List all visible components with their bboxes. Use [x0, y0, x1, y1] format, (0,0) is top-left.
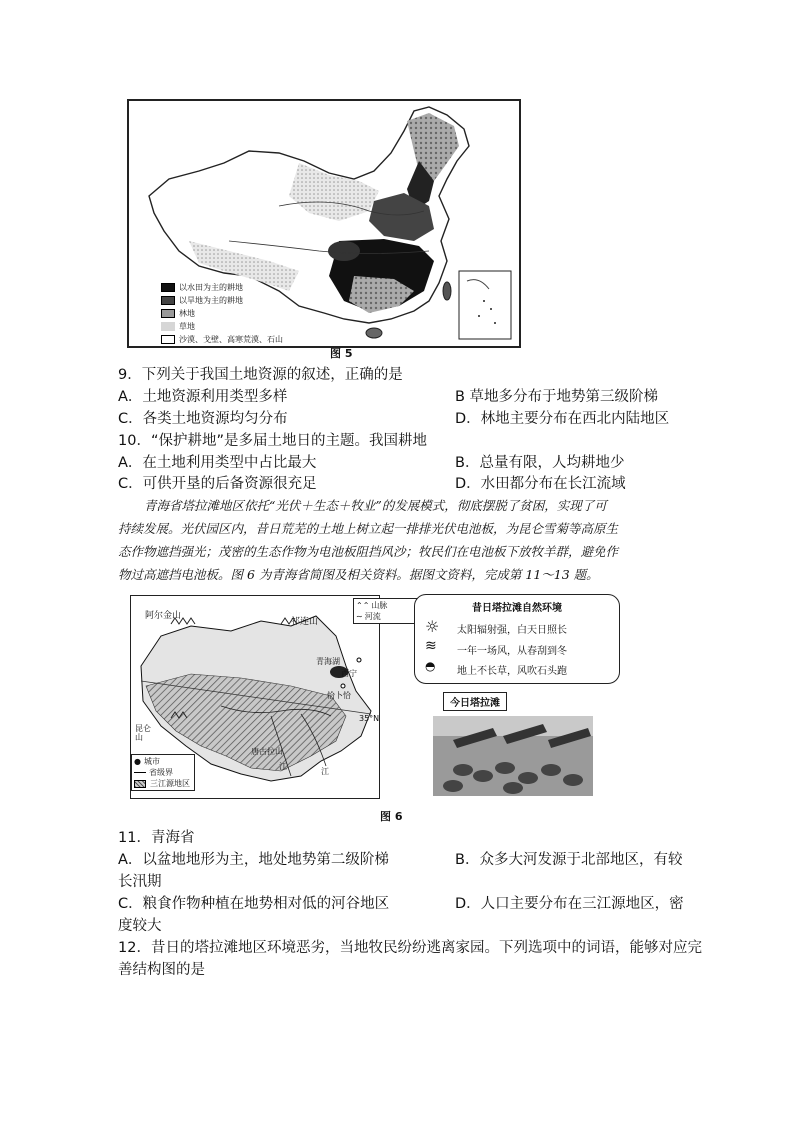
- legend-dryland: [161, 294, 283, 307]
- label-lat: 35°N: [359, 714, 380, 723]
- legend-label: 沙漠、戈壁、高寒荒漠、石山: [179, 335, 283, 344]
- hatch-swatch-icon: [134, 780, 146, 788]
- legend-desert: [161, 333, 283, 346]
- q11-option-a[interactable]: A．以盆地地形为主，地处地势第二级阶梯: [118, 852, 389, 868]
- q9-stem: 9．下列关于我国土地资源的叙述，正确的是: [118, 367, 403, 383]
- env-line-1: 太阳辐射强，白天日照长: [457, 625, 567, 636]
- passage-line: 青海省塔拉滩地区依托“光伏＋生态＋牧业”的发展模式，彻底摆脱了贫困，实现了可: [144, 498, 607, 513]
- legend-forest: [161, 307, 283, 320]
- city-icon: ●: [134, 757, 141, 766]
- q11-option-d-cont: 度较大: [118, 918, 162, 934]
- fig5-map-frame: [127, 99, 521, 348]
- legend-mountain: [356, 600, 416, 611]
- q10-option-a[interactable]: A．在土地利用类型中占比最大: [118, 455, 317, 471]
- q9-option-d[interactable]: D．林地主要分布在西北内陆地区: [455, 411, 670, 427]
- q12-stem: 12．昔日的塔拉滩地区环境恶劣，当地牧民纷纷逃离家园。下列选项中的词语，能够对应完: [118, 940, 702, 956]
- env-line-2: 一年一场风，从春刮到冬: [457, 646, 567, 657]
- legend-sanjiangyuan: [134, 778, 192, 789]
- env-line-3: 地上不长草，风吹石头跑: [457, 666, 567, 677]
- label-kunlun: 昆仑山: [135, 724, 151, 742]
- river-icon: ∼: [356, 612, 363, 621]
- legend-river: [356, 611, 416, 622]
- q11-option-d[interactable]: D．人口主要分布在三江源地区，密: [455, 896, 684, 912]
- q10-stem: 10．“保护耕地”是多届土地日的主题。我国耕地: [118, 433, 427, 449]
- border-line-icon: [134, 772, 146, 773]
- passage-line: 态作物遮挡强光；茂密的生态作物为电池板阻挡风沙；牧民们在电池板下放牧羊群，避免作: [118, 544, 619, 559]
- label-river-1: 江: [279, 762, 287, 771]
- legend-grass: [161, 320, 283, 333]
- label-tanggula: 唐古拉山: [251, 747, 283, 756]
- q10-option-b[interactable]: B．总量有限，人均耕地少: [455, 455, 625, 471]
- fig6-caption: 图 6: [380, 810, 403, 823]
- legend-label: 省级界: [149, 768, 173, 777]
- q11-stem: 11．青海省: [118, 830, 195, 846]
- dryland-swatch-icon: [161, 296, 175, 305]
- label-qinghai-lake: 青海湖: [316, 657, 340, 666]
- legend-label: 林地: [179, 309, 195, 318]
- passage-line: 持续发展。光伏园区内，昔日荒芜的土地上树立起一排排光伏电池板，为昆仑雪菊等高原生: [118, 521, 619, 536]
- photo-label: 今日塔拉滩: [443, 692, 507, 711]
- q9-option-c[interactable]: C．各类土地资源均匀分布: [118, 411, 288, 427]
- map-legend-top: [353, 598, 419, 624]
- legend-border: [134, 767, 192, 778]
- q11-option-b[interactable]: B．众多大河发源于北部地区，有较: [455, 852, 683, 868]
- label-qilian: 祁连山: [291, 617, 319, 627]
- fig5-legend: [161, 281, 283, 346]
- sun-icon: ☼: [425, 617, 440, 636]
- legend-label: 草地: [179, 322, 195, 331]
- q10-option-c[interactable]: C．可供开垦的后备资源很充足: [118, 476, 317, 492]
- q10-option-d[interactable]: D．水田都分布在长江流域: [455, 476, 626, 492]
- legend-label: 河流: [364, 612, 381, 621]
- q11-option-b-cont: 长汛期: [118, 874, 162, 890]
- talatan-photo: [433, 690, 593, 796]
- map-legend-bottom: [131, 754, 195, 791]
- legend-label: 三江源地区: [150, 779, 190, 788]
- desert-swatch-icon: [161, 335, 175, 344]
- mountain-icon: ⌃⌃: [356, 601, 370, 610]
- q11-option-c[interactable]: C．粮食作物种植在地势相对低的河谷地区: [118, 896, 390, 912]
- wind-icon: ≋: [425, 638, 437, 654]
- paddy-swatch-icon: [161, 283, 175, 292]
- fig5-caption: 图 5: [330, 347, 353, 360]
- label-xining: 西宁: [341, 669, 357, 678]
- label-qiabuqia: 恰卜恰: [327, 691, 351, 700]
- grass-swatch-icon: [161, 322, 175, 331]
- stone-icon: ◓: [425, 659, 436, 673]
- legend-label: 以水田为主的耕地: [179, 283, 243, 292]
- legend-label: 山脉: [371, 601, 388, 610]
- env-box-title: 昔日塔拉滩自然环境: [472, 603, 562, 614]
- q9-option-a[interactable]: A．土地资源利用类型多样: [118, 389, 288, 405]
- forest-swatch-icon: [161, 309, 175, 318]
- legend-label: 以旱地为主的耕地: [179, 296, 243, 305]
- passage: [118, 494, 678, 586]
- qinghai-map-frame: [130, 595, 388, 799]
- label-river-2: 江: [321, 767, 329, 776]
- q9-option-b[interactable]: B 草地多分布于地势第三级阶梯: [455, 389, 659, 405]
- label-altun: 阿尔金山: [145, 611, 182, 621]
- legend-city: [134, 756, 192, 767]
- legend-label: 城市: [143, 757, 160, 766]
- passage-line: 物过高遮挡电池板。图 6 为青海省简图及相关资料。据图文资料，完成第 11～13 题。: [118, 567, 599, 582]
- q12-stem-cont: 善结构图的是: [118, 962, 205, 978]
- legend-paddy: [161, 281, 283, 294]
- env-box: [414, 594, 620, 684]
